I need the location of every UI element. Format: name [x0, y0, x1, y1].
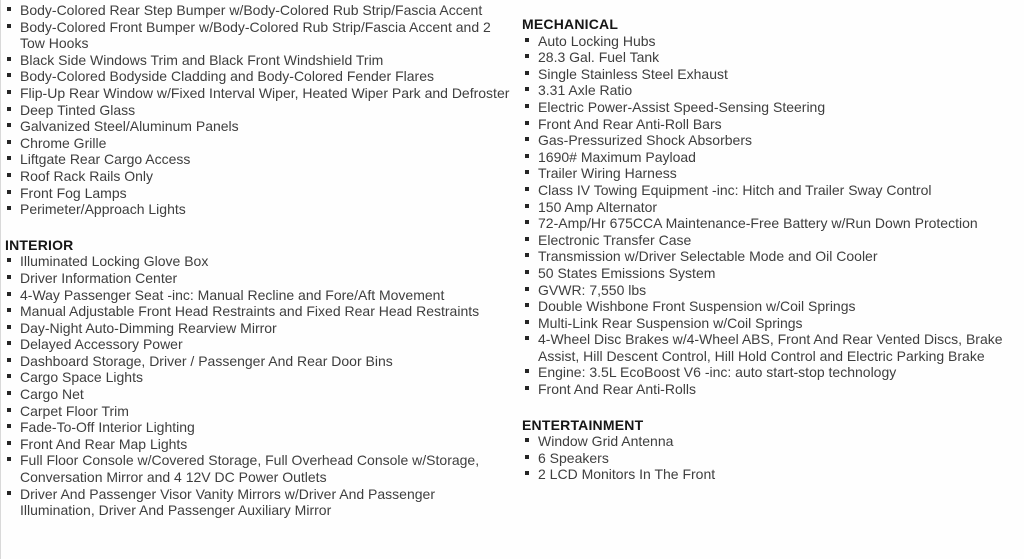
bullet-icon [7, 457, 11, 461]
feature-item-text: Engine: 3.5L EcoBoost V6 -inc: auto start-stop technology [538, 364, 897, 381]
feature-item-text: Single Stainless Steel Exhaust [538, 65, 728, 82]
feature-item-text: Cargo Space Lights [20, 369, 143, 386]
feature-item [522, 450, 1016, 467]
feature-item [5, 353, 512, 370]
feature-item [522, 132, 1016, 149]
feature-item [5, 151, 512, 168]
bullet-icon [7, 73, 11, 77]
feature-item [522, 331, 1016, 364]
feature-item-text: Double Wishbone Front Suspension w/Coil Springs [538, 298, 856, 315]
feature-item [5, 19, 512, 52]
feature-item-text: Driver And Passenger Visor Vanity Mirrors w/Driver And Passenger Illumination, Driver And Passenger Auxiliary Mirror [20, 485, 435, 519]
bullet-icon [525, 320, 529, 324]
feature-item-text: Galvanized Steel/Aluminum Panels [20, 118, 239, 135]
bullet-icon [525, 253, 529, 257]
bullet-icon [7, 90, 11, 94]
feature-item-text: Illuminated Locking Glove Box [20, 253, 209, 270]
feature-item-text: 72-Amp/Hr 675CCA Maintenance-Free Battery w/Run Down Protection [538, 215, 978, 232]
feature-item-text: Trailer Wiring Harness [538, 165, 677, 182]
feature-item [5, 369, 512, 386]
bullet-icon [525, 87, 529, 91]
feature-item-text: Deep Tinted Glass [20, 101, 136, 118]
feature-item [5, 270, 512, 287]
feature-item [522, 282, 1016, 299]
feature-item [5, 303, 512, 320]
feature-item-text: Transmission w/Driver Selectable Mode and Oil Cooler [538, 248, 878, 265]
feature-item-text: Perimeter/Approach Lights [20, 201, 186, 218]
feature-item [522, 199, 1016, 216]
bullet-icon [525, 38, 529, 42]
feature-item [5, 85, 512, 102]
bullet-icon [525, 386, 529, 390]
feature-item-text: Window Grid Antenna [538, 433, 674, 450]
feature-item-text: Black Side Windows Trim and Black Front Windshield Trim [20, 51, 384, 68]
bullet-icon [7, 275, 11, 279]
feature-item [5, 68, 512, 85]
bullet-icon [7, 424, 11, 428]
feature-item-text: 28.3 Gal. Fuel Tank [538, 49, 660, 66]
bullet-icon [7, 57, 11, 61]
feature-item-text: Front And Rear Map Lights [20, 435, 188, 452]
feature-item-text: Gas-Pressurized Shock Absorbers [538, 132, 752, 149]
features-column-left [5, 2, 512, 519]
feature-item [522, 466, 1016, 483]
feature-item [5, 486, 512, 519]
bullet-icon [7, 258, 11, 262]
feature-section [522, 417, 1016, 483]
feature-item [5, 386, 512, 403]
bullet-icon [7, 441, 11, 445]
feature-section [5, 237, 512, 519]
bullet-icon [525, 187, 529, 191]
bullet-icon [525, 71, 529, 75]
feature-item-text: Liftgate Rear Cargo Access [20, 151, 191, 168]
feature-item [5, 118, 512, 135]
bullet-icon [525, 54, 529, 58]
section-heading: INTERIOR [5, 236, 74, 253]
bullet-icon [525, 220, 529, 224]
feature-item [522, 315, 1016, 332]
bullet-icon [525, 438, 529, 442]
feature-item-text: Full Floor Console w/Covered Storage, Full Overhead Console w/Storage, Conversation Mirror and 4 12V DC Power Outlets [20, 452, 480, 486]
bullet-icon [525, 303, 529, 307]
feature-list [522, 433, 1016, 483]
feature-item [5, 52, 512, 69]
feature-item-text: 4-Way Passenger Seat -inc: Manual Recline and Fore/Aft Movement [20, 286, 445, 303]
feature-item-text: 6 Speakers [538, 449, 609, 466]
feature-item-text: Dashboard Storage, Driver / Passenger And Rear Door Bins [20, 352, 393, 369]
feature-section [522, 16, 1016, 398]
feature-item [5, 201, 512, 218]
feature-item [522, 33, 1016, 50]
feature-item-text: Front Fog Lamps [20, 184, 127, 201]
feature-item [522, 149, 1016, 166]
feature-item-text: Body-Colored Bodyside Cladding and Body-Colored Fender Flares [20, 68, 435, 85]
feature-item-text: Flip-Up Rear Window w/Fixed Interval Wiper, Heated Wiper Park and Defroster [20, 84, 510, 101]
left-edge-line [0, 0, 1, 559]
bullet-icon [525, 455, 529, 459]
bullet-icon [7, 156, 11, 160]
bullet-icon [7, 374, 11, 378]
feature-item [5, 320, 512, 337]
feature-item-text: Chrome Grille [20, 134, 107, 151]
feature-item [522, 99, 1016, 116]
feature-item-text: 4-Wheel Disc Brakes w/4-Wheel ABS, Front And Rear Vented Discs, Brake Assist, Hill Descent Control, Hill Hold Control and Electric Parking Brake [538, 331, 1003, 364]
feature-item [522, 165, 1016, 182]
bullet-icon [7, 190, 11, 194]
feature-item-text: Delayed Accessory Power [20, 336, 183, 353]
feature-item-text: Carpet Floor Trim [20, 402, 129, 419]
feature-item [5, 185, 512, 202]
feature-item-text: Multi-Link Rear Suspension w/Coil Springs [538, 314, 803, 331]
feature-item [522, 116, 1016, 133]
bullet-icon [7, 325, 11, 329]
feature-item [5, 452, 512, 485]
feature-item-text: Fade-To-Off Interior Lighting [20, 419, 195, 436]
feature-item-text: 2 LCD Monitors In The Front [538, 466, 716, 483]
section-heading: MECHANICAL [522, 16, 619, 32]
bullet-icon [525, 137, 529, 141]
feature-item [522, 248, 1016, 265]
bullet-icon [525, 270, 529, 274]
feature-item-text: Manual Adjustable Front Head Restraints and Fixed Rear Head Restraints [20, 303, 480, 320]
bullet-icon [525, 369, 529, 373]
bullet-icon [7, 292, 11, 296]
feature-item [522, 298, 1016, 315]
feature-item-text: Body-Colored Front Bumper w/Body-Colored Rub Strip/Fascia Accent and 2 Tow Hooks [20, 18, 491, 52]
bullet-icon [7, 107, 11, 111]
feature-item [522, 66, 1016, 83]
feature-item-text: Roof Rack Rails Only [20, 167, 154, 184]
feature-item-text: 1690# Maximum Payload [538, 148, 696, 165]
bullet-icon [525, 336, 529, 340]
feature-item-text: Front And Rear Anti-Rolls [538, 381, 696, 398]
feature-item [522, 265, 1016, 282]
bullet-icon [7, 341, 11, 345]
feature-item [522, 433, 1016, 450]
feature-item [522, 215, 1016, 232]
bullet-icon [7, 123, 11, 127]
bullet-icon [525, 471, 529, 475]
feature-item [522, 82, 1016, 99]
feature-item [522, 232, 1016, 249]
feature-item-text: Electric Power-Assist Speed-Sensing Steering [538, 98, 826, 115]
bullet-icon [7, 391, 11, 395]
feature-list [522, 33, 1016, 398]
feature-item [522, 381, 1016, 398]
feature-item [5, 253, 512, 270]
feature-item-text: Class IV Towing Equipment -inc: Hitch and Trailer Sway Control [538, 181, 932, 198]
feature-item [5, 168, 512, 185]
feature-item-text: Front And Rear Anti-Roll Bars [538, 115, 722, 132]
feature-list [5, 253, 512, 519]
feature-item [5, 419, 512, 436]
feature-item [5, 2, 512, 19]
feature-item-text: Day-Night Auto-Dimming Rearview Mirror [20, 319, 277, 336]
bullet-icon [7, 7, 11, 11]
bullet-icon [7, 206, 11, 210]
feature-item-text: 3.31 Axle Ratio [538, 82, 633, 99]
feature-item-text: Electronic Transfer Case [538, 231, 692, 248]
bullet-icon [7, 308, 11, 312]
feature-item-text: Driver Information Center [20, 269, 178, 286]
bullet-icon [7, 140, 11, 144]
feature-item-text: 150 Amp Alternator [538, 198, 658, 215]
feature-item [5, 135, 512, 152]
feature-item [5, 436, 512, 453]
feature-item [522, 364, 1016, 381]
feature-item-text: Auto Locking Hubs [538, 32, 656, 49]
bullet-icon [7, 491, 11, 495]
bullet-icon [525, 237, 529, 241]
feature-item [5, 102, 512, 119]
feature-item-text: GVWR: 7,550 lbs [538, 281, 647, 298]
feature-section [5, 2, 512, 218]
feature-item [5, 336, 512, 353]
feature-item-text: 50 States Emissions System [538, 264, 716, 281]
feature-item [5, 403, 512, 420]
feature-item [522, 182, 1016, 199]
bullet-icon [525, 104, 529, 108]
feature-item [5, 287, 512, 304]
feature-item [522, 49, 1016, 66]
bullet-icon [525, 204, 529, 208]
bullet-icon [525, 170, 529, 174]
feature-item-text: Body-Colored Rear Step Bumper w/Body-Colored Rub Strip/Fascia Accent [20, 2, 483, 18]
bullet-icon [7, 173, 11, 177]
bullet-icon [525, 154, 529, 158]
feature-list [5, 2, 512, 218]
bullet-icon [7, 408, 11, 412]
bullet-icon [7, 358, 11, 362]
bullet-icon [525, 121, 529, 125]
bullet-icon [7, 24, 11, 28]
bullet-icon [525, 287, 529, 291]
features-column-right [522, 16, 1016, 483]
feature-item-text: Cargo Net [20, 386, 84, 403]
section-heading: ENTERTAINMENT [522, 416, 644, 433]
